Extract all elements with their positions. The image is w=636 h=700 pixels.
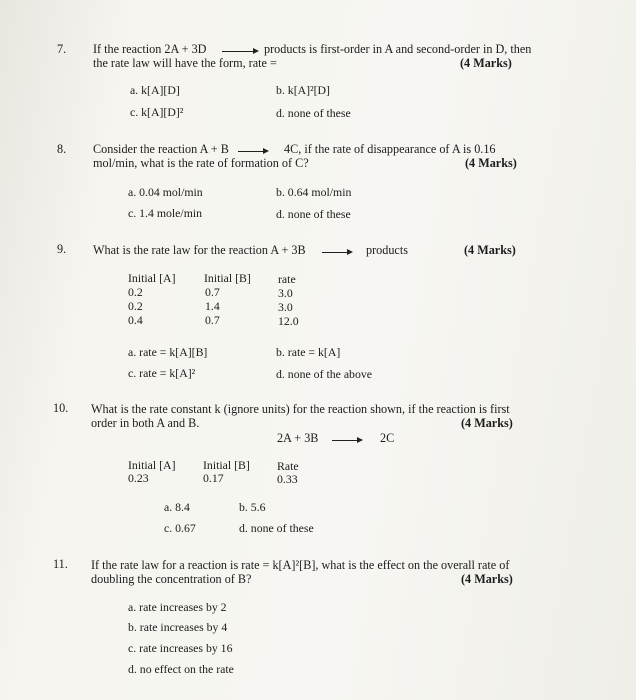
marks-label: (4 Marks): [461, 416, 513, 430]
option-b: b. rate = k[A]: [276, 345, 341, 359]
question-text-line2: mol/min, what is the rate of formation of C?: [93, 156, 309, 170]
question-text-line2: order in both A and B.: [91, 416, 200, 430]
option-d: d. none of these: [276, 207, 351, 221]
table-cell: 3.0: [278, 286, 293, 300]
question-text-start: Consider the reaction A + B: [93, 142, 229, 156]
question-text-start: What is the rate law for the reaction A + 3B: [93, 243, 306, 257]
option-a: a. k[A][D]: [130, 83, 180, 97]
reaction-arrow-icon: [332, 440, 360, 441]
table-header: Initial [A]: [128, 271, 176, 285]
option-b: b. k[A]²[D]: [276, 83, 330, 97]
question-number: 9.: [57, 242, 67, 256]
option-d: d. none of these: [276, 106, 351, 120]
table-header: rate: [278, 272, 296, 286]
table-cell: 3.0: [278, 300, 293, 314]
option-c: c. rate = k[A]²: [128, 366, 196, 380]
question-number: 8.: [57, 142, 67, 156]
table-cell: 0.4: [128, 313, 143, 327]
table-cell: 1.4: [205, 299, 220, 313]
question-number: 11.: [53, 557, 68, 571]
question-number: 10.: [53, 401, 69, 415]
option-a: a. rate = k[A][B]: [128, 345, 208, 359]
option-a: a. rate increases by 2: [128, 600, 227, 614]
option-d: d. none of the above: [276, 367, 372, 381]
table-header: Initial [B]: [203, 458, 250, 472]
question-text-end: products: [366, 243, 408, 257]
table-cell: 0.7: [205, 285, 220, 299]
option-d: d. no effect on the rate: [128, 662, 234, 676]
table-header: Initial [B]: [204, 271, 251, 285]
question-text-end: products is first-order in A and second-order in D, then: [264, 42, 532, 56]
marks-label: (4 Marks): [464, 243, 516, 257]
table-cell: 0.7: [205, 313, 220, 327]
reaction-arrow-icon: [238, 151, 266, 152]
option-c: c. 1.4 mole/min: [128, 206, 203, 220]
option-b: b. 0.64 mol/min: [276, 185, 352, 199]
marks-label: (4 Marks): [460, 56, 512, 70]
reaction-reactants: 2A + 3B: [277, 431, 319, 445]
question-text-line2: the rate law will have the form, rate =: [93, 56, 277, 70]
question-text-line1: If the rate law for a reaction is rate = k[A]²[B], what is the effect on the overall rate of: [91, 558, 510, 572]
question-text-line2: doubling the concentration of B?: [91, 572, 252, 586]
option-b: b. rate increases by 4: [128, 620, 228, 634]
option-a: a. 8.4: [164, 500, 190, 514]
option-d: d. none of these: [239, 521, 314, 535]
table-cell: 0.23: [128, 471, 149, 485]
marks-label: (4 Marks): [461, 572, 513, 586]
question-text-start: If the reaction 2A + 3D: [93, 42, 207, 56]
marks-label: (4 Marks): [465, 156, 517, 170]
reaction-arrow-icon: [322, 252, 350, 253]
table-cell: 0.2: [128, 299, 143, 313]
question-number: 7.: [57, 42, 67, 56]
table-cell: 0.2: [128, 285, 143, 299]
table-cell: 12.0: [278, 314, 299, 328]
reaction-products: 2C: [380, 431, 395, 445]
question-text-line1: What is the rate constant k (ignore units) for the reaction shown, if the reaction is first: [91, 402, 510, 416]
table-cell: 0.17: [203, 471, 224, 485]
table-header: Initial [A]: [128, 458, 176, 472]
reaction-arrow-icon: [222, 51, 256, 52]
option-c: c. 0.67: [164, 521, 196, 535]
table-header: Rate: [277, 459, 299, 473]
option-c: c. rate increases by 16: [128, 641, 233, 655]
option-a: a. 0.04 mol/min: [128, 185, 203, 199]
option-c: c. k[A][D]²: [130, 105, 184, 119]
option-b: b. 5.6: [239, 500, 266, 514]
question-text-end: 4C, if the rate of disappearance of A is 0.16: [284, 142, 496, 156]
table-cell: 0.33: [277, 472, 298, 486]
